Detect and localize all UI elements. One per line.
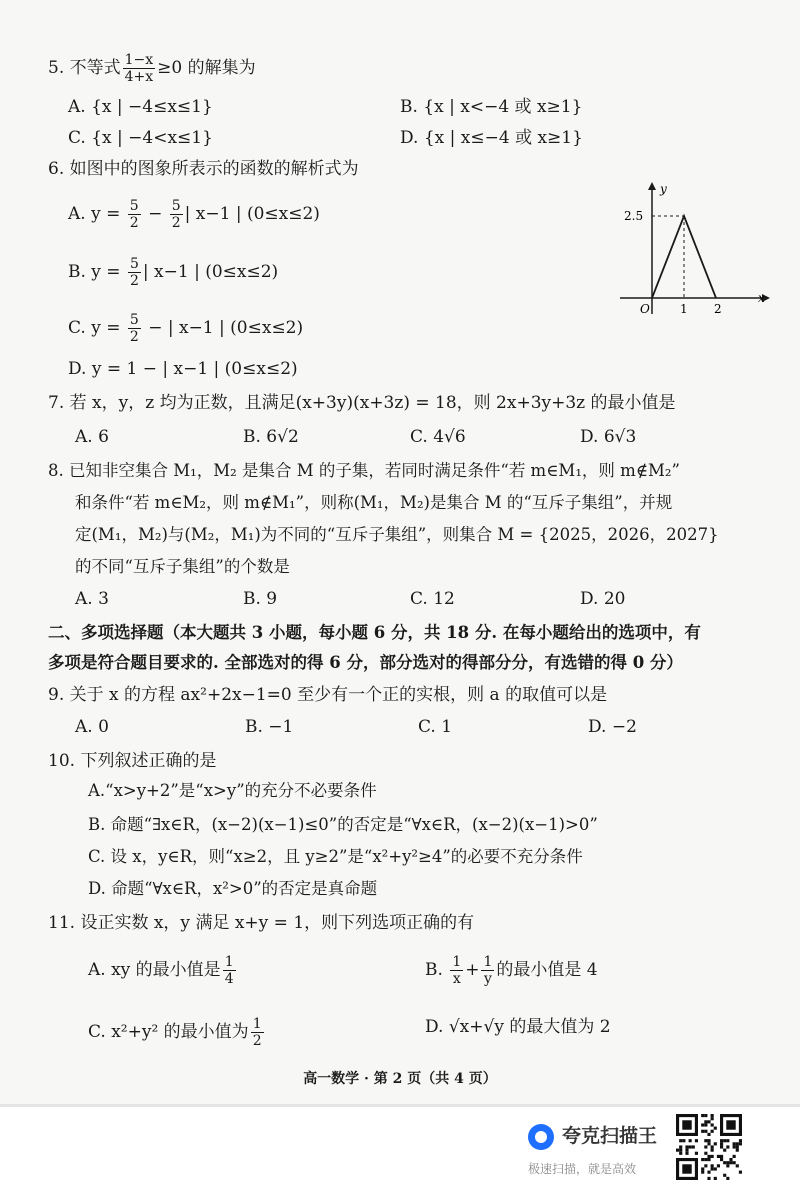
- q8-option-d: D. 20: [580, 589, 626, 609]
- q9-option-d: D. −2: [588, 717, 637, 737]
- y-axis-label: y: [660, 182, 667, 196]
- page-footer: 高一数学 · 第 2 页（共 4 页）: [303, 1071, 497, 1087]
- qr-code-icon: [676, 1114, 742, 1180]
- q10-option-b: B. 命题“∃x∈R，(x−2)(x−1)≤0”的否定是“∀x∈R，(x−2)(x−1)>0”: [88, 815, 598, 834]
- q5-option-a: A. {x | −4≤x≤1}: [68, 97, 213, 117]
- q11-option-d: D. √x+√y 的最大值为 2: [425, 1017, 611, 1037]
- q8-line-4: 的不同“互斥子集组”的个数是: [75, 557, 290, 576]
- q10-stem: 10. 下列叙述正确的是: [48, 751, 217, 771]
- q7-option-d: D. 6√3: [580, 427, 637, 447]
- section-2-instructions: 多项是符合题目要求的. 全部选对的得 6 分，部分选对的得部分分，有选错的得 0 分）: [48, 653, 683, 672]
- q7-option-c: C. 4√6: [410, 427, 466, 447]
- q11-option-b: B. $\frac{1}{x}$ + $\frac{1}{y}$ 的最小值是 4: [425, 954, 598, 987]
- q8-line-1: 8. 已知非空集合 M₁，M₂ 是集合 M 的子集，若同时满足条件“若 m∈M₁，则 m∉M₂”: [48, 461, 680, 480]
- q6-option-b: B. y = $\frac{5}{2}$ | x−1 | (0≤x≤2): [68, 256, 279, 289]
- q8-line-2: 和条件“若 m∈M₂，则 m∉M₁”，则称(M₁，M₂)是集合 M 的“互斥子集组”，并规: [75, 493, 673, 512]
- q6-option-a: A. y = $\frac{5}{2}$ − $\frac{5}{2}$ | x−1 | (0≤x≤2): [68, 198, 320, 231]
- q6-stem: 6. 如图中的图象所表示的函数的解析式为: [48, 159, 359, 179]
- q5-stem: 5. 不等式 $\frac{1-x}{4+x}$ ≥0 的解集为: [48, 52, 256, 85]
- q8-option-b: B. 9: [243, 589, 278, 609]
- tick-label-2: 2: [714, 302, 722, 316]
- q5-option-d: D. {x | x≤−4 或 x≥1}: [400, 128, 583, 148]
- q9-option-c: C. 1: [418, 717, 453, 737]
- scanner-slogan: 极速扫描，就是高效: [528, 1162, 637, 1176]
- q11-option-a: A. xy 的最小值是 $\frac{1}{4}$: [88, 954, 234, 987]
- q5-option-c: C. {x | −4<x≤1}: [68, 128, 213, 148]
- q11-option-c: C. x²+y² 的最小值为 $\frac{1}{2}$: [88, 1016, 262, 1049]
- q6-option-c: C. y = $\frac{5}{2}$ − | x−1 | (0≤x≤2): [68, 312, 304, 345]
- q5-fraction: $\frac{1-x}{4+x}$: [124, 52, 154, 85]
- quark-logo-icon: [528, 1124, 554, 1150]
- tick-label-y: 2.5: [624, 209, 644, 223]
- y-axis-arrow-icon: [648, 182, 656, 190]
- q7-option-b: B. 6√2: [243, 427, 299, 447]
- q11-stem: 11. 设正实数 x，y 满足 x+y = 1，则下列选项正确的有: [48, 913, 475, 933]
- q7-stem: 7. 若 x，y，z 均为正数，且满足(x+3y)(x+3z) = 18，则 2x+3y+3z 的最小值是: [48, 393, 676, 413]
- tick-label-1: 1: [680, 302, 688, 316]
- scanner-brand: 夸克扫描王: [562, 1125, 658, 1147]
- q10-option-a: A.“x>y+2”是“x>y”的充分不必要条件: [88, 781, 377, 800]
- section-2-heading: 二、多项选择题（本大题共 3 小题，每小题 6 分，共 18 分. 在每小题给出的选项中，有: [48, 623, 701, 642]
- q10-option-d: D. 命题“∀x∈R，x²>0”的否定是真命题: [88, 879, 378, 898]
- q9-option-a: A. 0: [75, 717, 109, 737]
- origin-label: O: [640, 302, 650, 316]
- q7-option-a: A. 6: [75, 427, 109, 447]
- q9-option-b: B. −1: [245, 717, 294, 737]
- q8-line-3: 定(M₁，M₂)与(M₂，M₁)为不同的“互斥子集组”，则集合 M = {2025，2026，2027}: [75, 525, 719, 544]
- q6-option-d: D. y = 1 − | x−1 | (0≤x≤2): [68, 359, 298, 379]
- q8-option-c: C. 12: [410, 589, 455, 609]
- q6-function-graph: [612, 180, 772, 320]
- q10-option-c: C. 设 x，y∈R，则“x≥2，且 y≥2”是“x²+y²≥4”的必要不充分条件: [88, 847, 583, 866]
- q8-option-a: A. 3: [75, 589, 109, 609]
- q9-stem: 9. 关于 x 的方程 ax²+2x−1=0 至少有一个正的实根，则 a 的取值可以是: [48, 685, 608, 705]
- x-axis-label: x: [758, 291, 765, 305]
- q5-option-b: B. {x | x<−4 或 x≥1}: [400, 97, 583, 117]
